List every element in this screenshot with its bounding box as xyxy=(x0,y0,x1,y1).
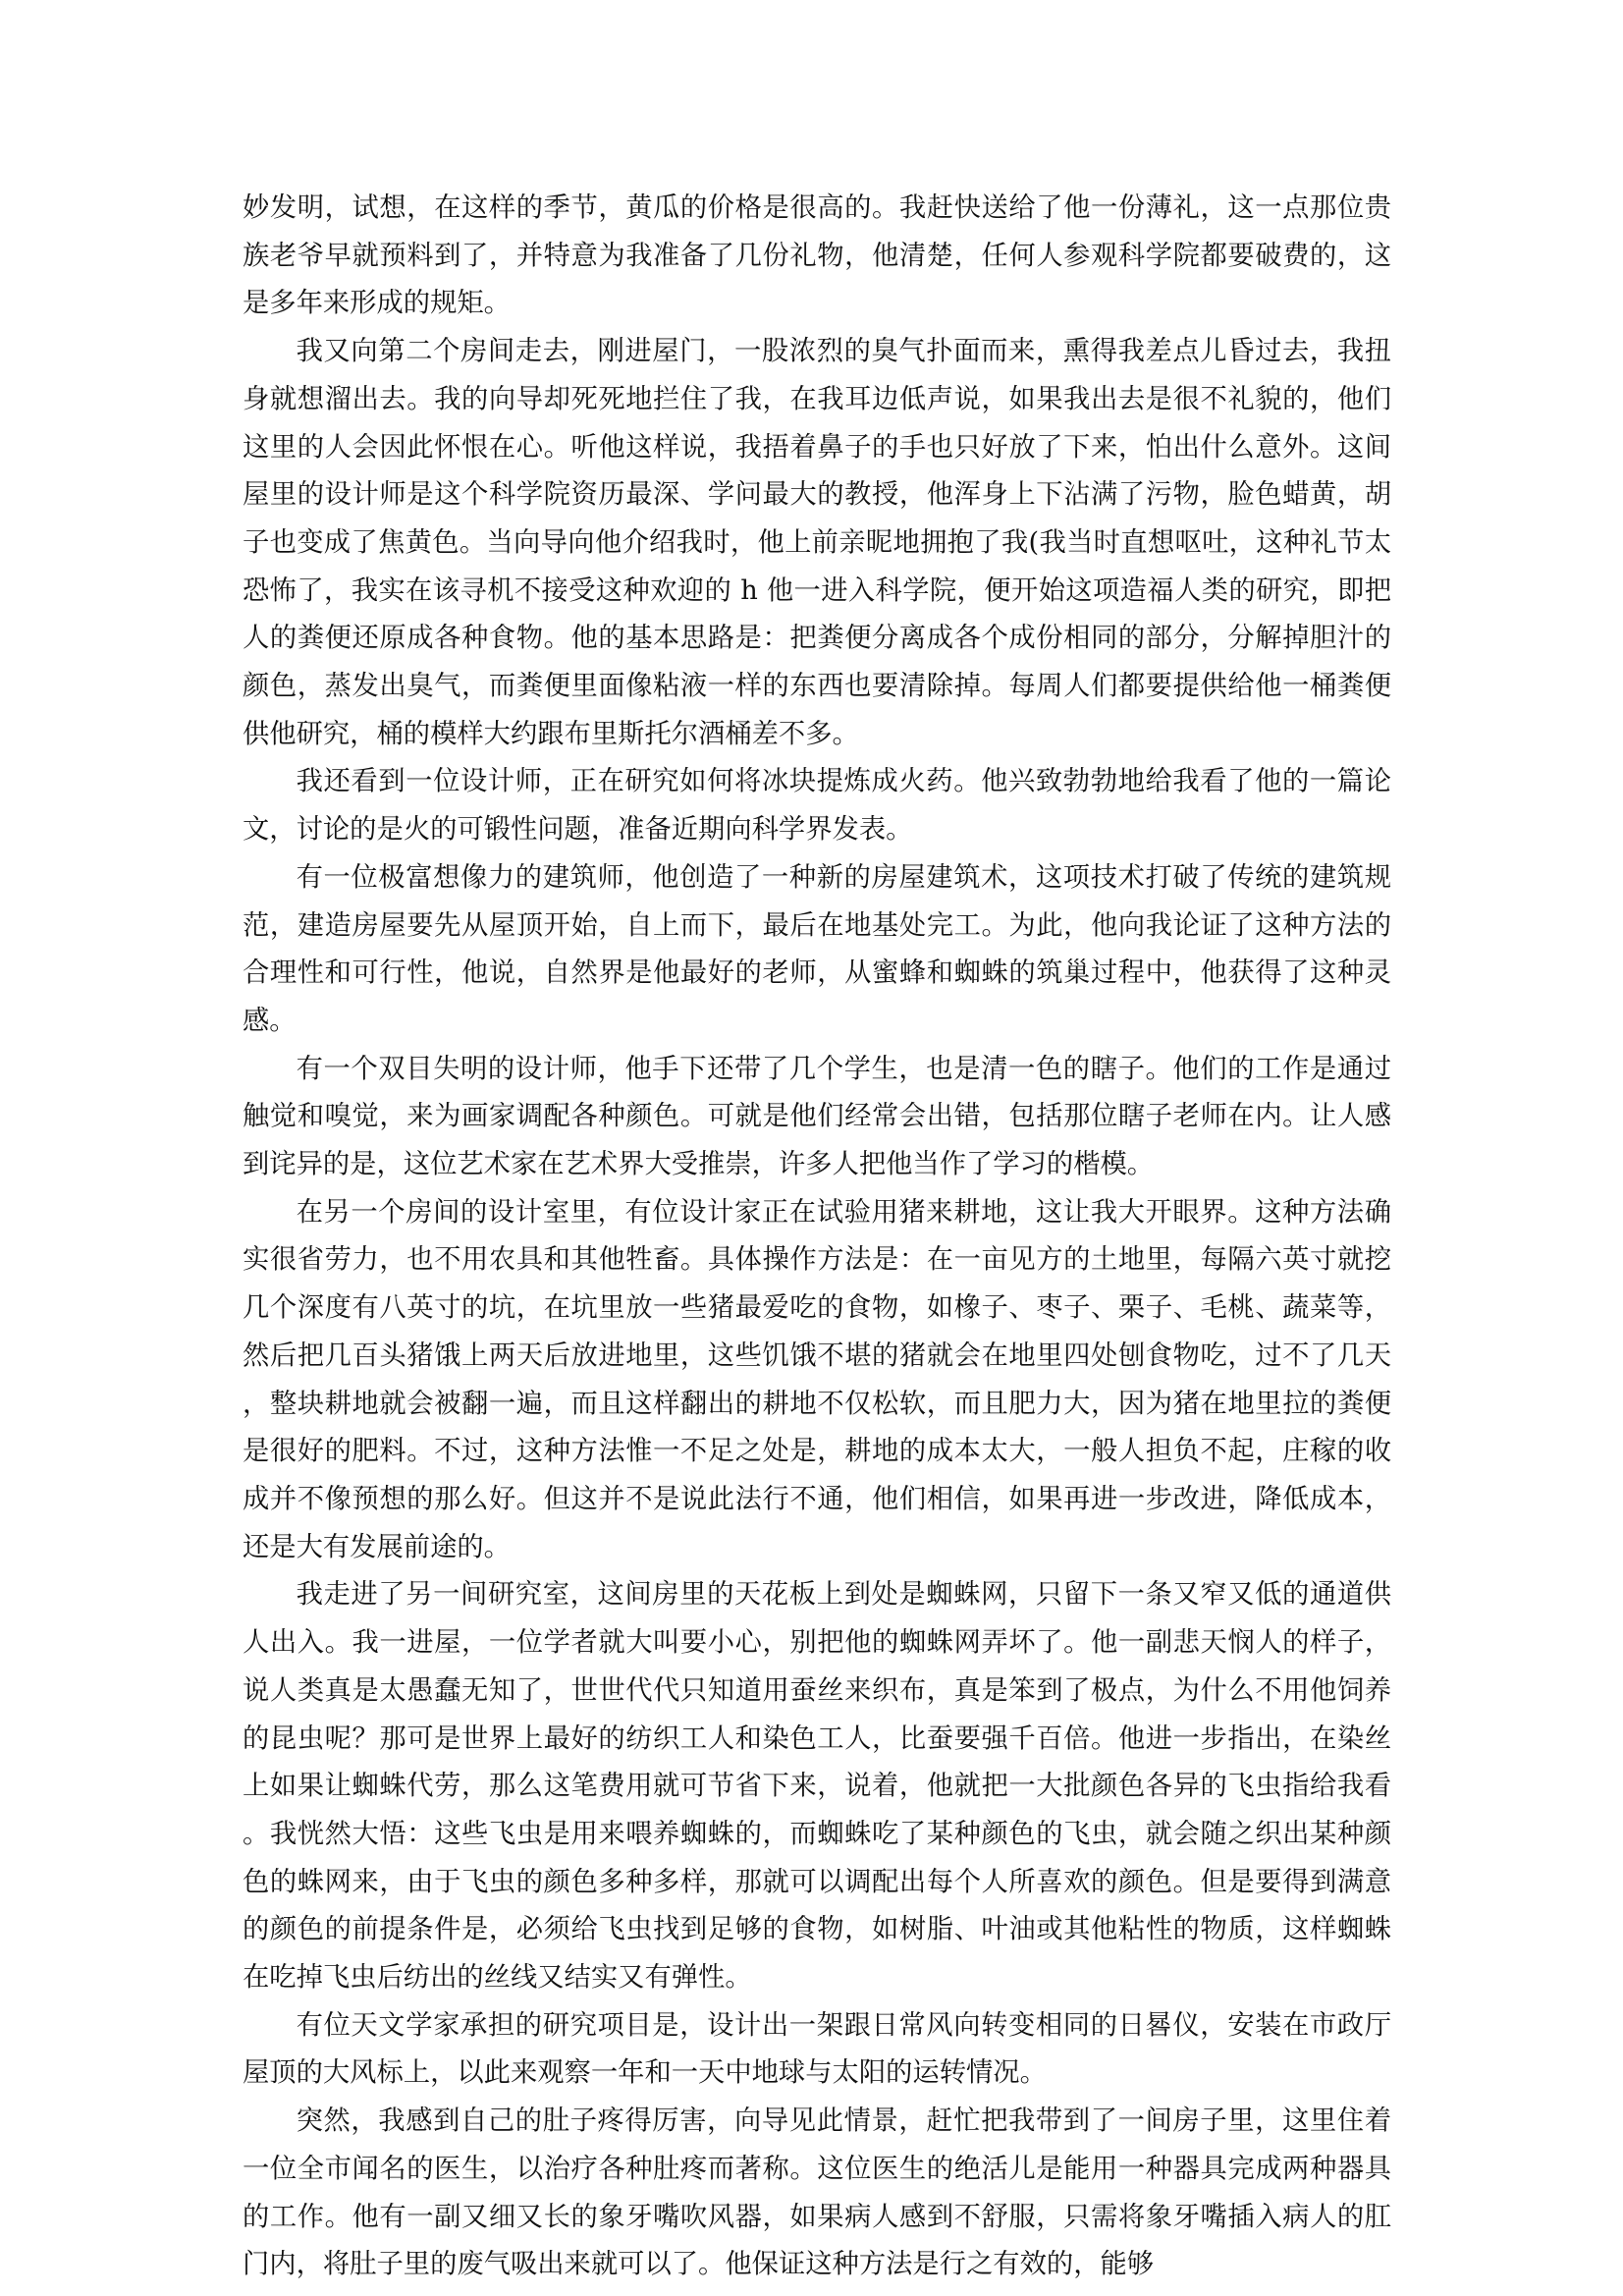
paragraph-1: 妙发明，试想，在这样的季节，黄瓜的价格是很高的。我赶快送给了他一份薄礼，这一点那位贵族老爷早就预料到了，并特意为我准备了几份礼物，他清楚，任何人参观科学院都要破费的，这是多年来形成的规矩。 xyxy=(243,192,1391,319)
paragraph-7: 我走进了另一间研究室，这间房里的天花板上到处是蜘蛛网，只留下一条又窄又低的通道供人出入。我一进屋，一位学者就大叫要小心，别把他的蜘蛛网弄坏了。他一副悲天悯人的样子，说人类真是太愚蠢无知了，世世代代只知道用蚕丝来织布，真是笨到了极点，为什么不用他饲养的昆虫呢？那可是世界上最好的纺织工人和染色工人，比蚕要强千百倍。他进一步指出，在染丝上如果让蜘蛛代劳，那么这笔费用就可节省下来，说着，他就把一大批颜色各异的飞虫指给我看。我恍然大悟：这些飞虫是用来喂养蜘蛛的，而蜘蛛吃了某种颜色的飞虫，就会随之织出某种颜色的蛛网来，由于飞虫的颜色多种多样，那就可以调配出每个人所喜欢的颜色。但是要得到满意的颜色的前提条件是，必须给飞虫找到足够的食物，如树脂、叶油或其他粘性的物质，这样蜘蛛在吃掉飞虫后纺出的丝线又结实又有弹性。 xyxy=(243,1579,1391,1994)
paragraph-8: 有位天文学家承担的研究项目是，设计出一架跟日常风向转变相同的日晷仪，安装在市政厅屋顶的大风标上，以此来观察一年和一天中地球与太阳的运转情况。 xyxy=(243,2009,1391,2089)
paragraph-4: 有一位极富想像力的建筑师，他创造了一种新的房屋建筑术，这项技术打破了传统的建筑规范，建造房屋要先从屋顶开始，自上而下，最后在地基处完工。为此，他向我论证了这种方法的合理性和可行性，他说，自然界是他最好的老师，从蜜蜂和蜘蛛的筑巢过程中，他获得了这种灵感。 xyxy=(243,861,1391,1036)
paragraph-9: 突然，我感到自己的肚子疼得厉害，向导见此情景，赶忙把我带到了一间房子里，这里住着一位全市闻名的医生，以治疗各种肚疼而著称。这位医生的绝活儿是能用一种器具完成两种器具的工作。他有一副又细又长的象牙嘴吹风器，如果病人感到不舒服，只需将象牙嘴插入病人的肛门内，将肚子里的废气吸出来就可以了。他保证这种方法是行之有效的，能够 xyxy=(243,2105,1391,2280)
paragraph-2: 我又向第二个房间走去，刚进屋门，一股浓烈的臭气扑面而来，熏得我差点儿昏过去，我扭身就想溜出去。我的向导却死死地拦住了我，在我耳边低声说，如果我出去是很不礼貌的，他们这里的人会因此怀恨在心。听他这样说，我捂着鼻子的手也只好放了下来，怕出什么意外。这间屋里的设计师是这个科学院资历最深、学问最大的教授，他浑身上下沾满了污物，脸色蜡黄，胡子也变成了焦黄色。当向导向他介绍我时，他上前亲昵地拥抱了我(我当时直想呕吐，这种礼节太恐怖了，我实在该寻机不接受这种欢迎的 h 他一进入科学院，便开始这项造福人类的研究，即把人的粪便还原成各种食物。他的基本思路是：把粪便分离成各个成份相同的部分，分解掉胆汁的颜色，蒸发出臭气，而粪便里面像粘液一样的东西也要清除掉。每周人们都要提供给他一桶粪便供他研究，桶的模样大约跟布里斯托尔酒桶差不多。 xyxy=(243,336,1391,749)
paragraph-3: 我还看到一位设计师，正在研究如何将冰块提炼成火药。他兴致勃勃地给我看了他的一篇论文，讨论的是火的可锻性问题，准备近期向科学界发表。 xyxy=(243,766,1391,846)
document-body xyxy=(243,185,1391,2289)
paragraph-6: 在另一个房间的设计室里，有位设计家正在试验用猪来耕地，这让我大开眼界。这种方法确实很省劳力，也不用农具和其他牲畜。具体操作方法是：在一亩见方的土地里，每隔六英寸就挖几个深度有八英寸的坑，在坑里放一些猪最爱吃的食物，如橡子、枣子、栗子、毛桃、蔬菜等，然后把几百头猪饿上两天后放进地里，这些饥饿不堪的猪就会在地里四处刨食物吃，过不了几天，整块耕地就会被翻一遍，而且这样翻出的耕地不仅松软，而且肥力大，因为猪在地里拉的粪便是很好的肥料。不过，这种方法惟一不足之处是，耕地的成本太大，一般人担负不起，庄稼的收成并不像预想的那么好。但这并不是说此法行不通，他们相信，如果再进一步改进，降低成本，还是大有发展前途的。 xyxy=(243,1196,1391,1562)
paragraph-5: 有一个双目失明的设计师，他手下还带了几个学生，也是清一色的瞎子。他们的工作是通过触觉和嗅觉，来为画家调配各种颜色。可就是他们经常会出错，包括那位瞎子老师在内。让人感到诧异的是，这位艺术家在艺术界大受推崇，许多人把他当作了学习的楷模。 xyxy=(243,1053,1391,1180)
